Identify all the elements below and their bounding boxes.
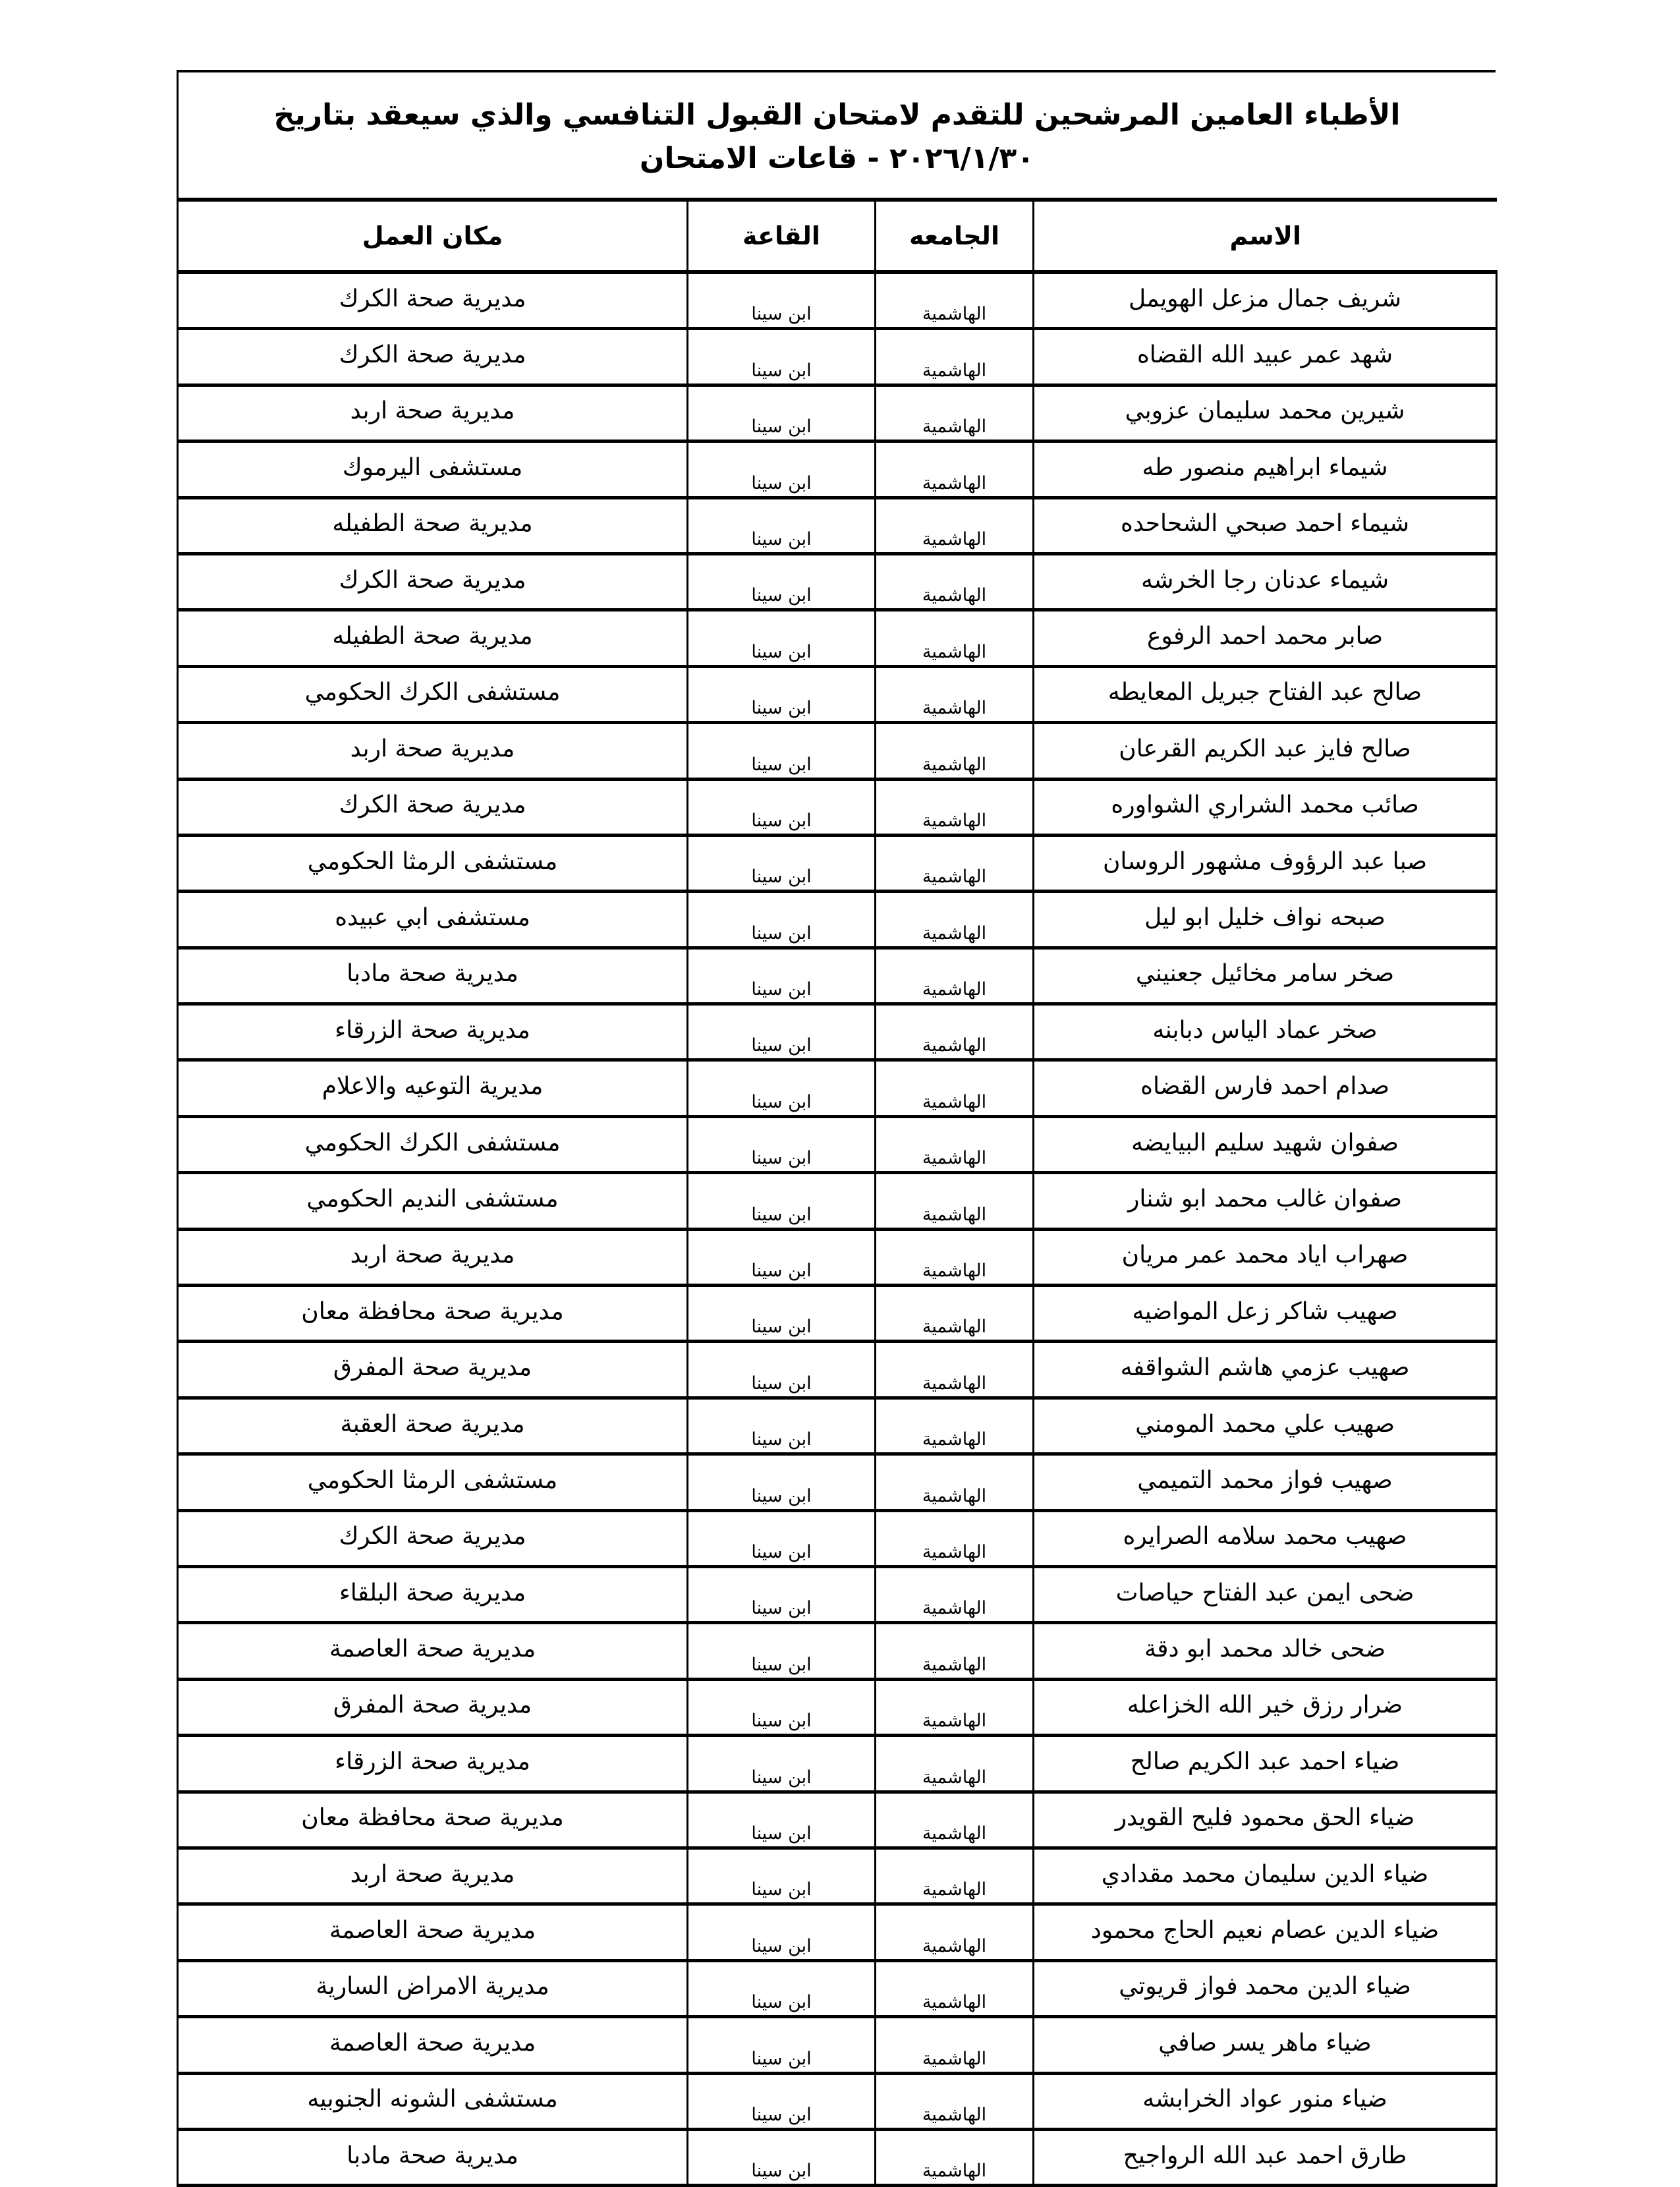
cell-name: صفوان غالب محمد ابو شنار (1034, 1173, 1497, 1229)
cell-university: الهاشمية (876, 1286, 1034, 1342)
cell-workplace: مديرية صحة العاصمة (178, 1904, 688, 1960)
table-row (178, 948, 1497, 1004)
cell-university: الهاشمية (876, 1173, 1034, 1229)
table-row (178, 272, 1497, 329)
cell-university: الهاشمية (876, 1116, 1034, 1172)
cell-workplace: مستشفى الرمثا الحكومي (178, 835, 688, 891)
cell-university: الهاشمية (876, 329, 1034, 385)
cell-hall: ابن سينا (688, 723, 876, 779)
cell-hall: ابن سينا (688, 1004, 876, 1060)
cell-name: ضياء الحق محمود فليح القويدر (1034, 1792, 1497, 1848)
cell-workplace: مستشفى النديم الحكومي (178, 1173, 688, 1229)
table-row (178, 1116, 1497, 1172)
table-row (178, 610, 1497, 666)
cell-name: ضياء منور عواد الخرابشه (1034, 2073, 1497, 2129)
cell-name: شيماء ابراهيم منصور طه (1034, 441, 1497, 497)
cell-university: الهاشمية (876, 1848, 1034, 1904)
cell-university: الهاشمية (876, 1566, 1034, 1622)
table-row (178, 1566, 1497, 1622)
cell-hall: ابن سينا (688, 1454, 876, 1510)
table-row (178, 1510, 1497, 1566)
cell-workplace: مستشفى اليرموك (178, 441, 688, 497)
cell-workplace: مديرية صحة الطفيله (178, 610, 688, 666)
cell-workplace: مستشفى الكرك الحكومي (178, 666, 688, 722)
table-row (178, 666, 1497, 722)
cell-hall: ابن سينا (688, 1229, 876, 1285)
cell-workplace: مديرية صحة الكرك (178, 272, 688, 329)
cell-university: الهاشمية (876, 2017, 1034, 2073)
table-row (178, 1848, 1497, 1904)
cell-hall: ابن سينا (688, 1904, 876, 1960)
cell-hall: ابن سينا (688, 948, 876, 1004)
cell-hall: ابن سينا (688, 1116, 876, 1172)
cell-name: ضحى ايمن عبد الفتاح حياصات (1034, 1566, 1497, 1622)
cell-university: الهاشمية (876, 948, 1034, 1004)
table-body (178, 272, 1497, 2186)
cell-hall: ابن سينا (688, 892, 876, 948)
cell-hall: ابن سينا (688, 1286, 876, 1342)
cell-hall: ابن سينا (688, 1060, 876, 1116)
table-row (178, 1960, 1497, 2016)
cell-name: صهراب اياد محمد عمر مريان (1034, 1229, 1497, 1285)
cell-hall: ابن سينا (688, 441, 876, 497)
cell-name: ضياء ماهر يسر صافي (1034, 2017, 1497, 2073)
table-row (178, 1342, 1497, 1398)
cell-university: الهاشمية (876, 497, 1034, 554)
cell-hall: ابن سينا (688, 272, 876, 329)
candidates-table (177, 198, 1498, 2187)
cell-university: الهاشمية (876, 1004, 1034, 1060)
cell-hall: ابن سينا (688, 2129, 876, 2185)
cell-name: صبا عبد الرؤوف مشهور الروسان (1034, 835, 1497, 891)
cell-university: الهاشمية (876, 2073, 1034, 2129)
cell-hall: ابن سينا (688, 2017, 876, 2073)
cell-workplace: مستشفى الشونه الجنوبيه (178, 2073, 688, 2129)
table-row (178, 1679, 1497, 1735)
cell-hall: ابن سينا (688, 1566, 876, 1622)
cell-university: الهاشمية (876, 1623, 1034, 1679)
cell-workplace: مديرية التوعيه والاعلام (178, 1060, 688, 1116)
table-row (178, 2073, 1497, 2129)
cell-university: الهاشمية (876, 1398, 1034, 1454)
table-row (178, 441, 1497, 497)
table-row (178, 1454, 1497, 1510)
cell-workplace: مديرية صحة الكرك (178, 554, 688, 610)
cell-workplace: مديرية صحة الزرقاء (178, 1004, 688, 1060)
cell-name: صخر سامر مخائيل جعنيني (1034, 948, 1497, 1004)
cell-workplace: مديرية صحة مادبا (178, 948, 688, 1004)
cell-workplace: مديرية صحة الكرك (178, 1510, 688, 1566)
cell-hall: ابن سينا (688, 554, 876, 610)
table-row (178, 497, 1497, 554)
cell-name: صهيب شاكر زعل المواضيه (1034, 1286, 1497, 1342)
cell-hall: ابن سينا (688, 329, 876, 385)
cell-workplace: مديرية صحة محافظة معان (178, 1792, 688, 1848)
cell-workplace: مديرية صحة المفرق (178, 1679, 688, 1735)
cell-workplace: مديرية صحة البلقاء (178, 1566, 688, 1622)
cell-workplace: مديرية صحة الزرقاء (178, 1736, 688, 1792)
table-row (178, 1004, 1497, 1060)
cell-university: الهاشمية (876, 1229, 1034, 1285)
table-row (178, 779, 1497, 835)
cell-hall: ابن سينا (688, 1848, 876, 1904)
header-workplace: مكان العمل (178, 200, 688, 272)
cell-university: الهاشمية (876, 1960, 1034, 2016)
cell-hall: ابن سينا (688, 1679, 876, 1735)
cell-name: طارق احمد عبد الله الرواجيح (1034, 2129, 1497, 2185)
cell-name: شيماء عدنان رجا الخرشه (1034, 554, 1497, 610)
cell-university: الهاشمية (876, 1060, 1034, 1116)
cell-university: الهاشمية (876, 666, 1034, 722)
cell-university: الهاشمية (876, 1736, 1034, 1792)
cell-university: الهاشمية (876, 272, 1034, 329)
header-hall: القاعة (688, 200, 876, 272)
cell-name: ضرار رزق خير الله الخزاعله (1034, 1679, 1497, 1735)
cell-name: ضياء الدين محمد فواز قريوتي (1034, 1960, 1497, 2016)
cell-name: صخر عماد الياس دبابنه (1034, 1004, 1497, 1060)
cell-name: صائب محمد الشراري الشواوره (1034, 779, 1497, 835)
cell-university: الهاشمية (876, 723, 1034, 779)
document-title: الأطباء العامين المرشحين للتقدم لامتحان القبول التنافسي والذي سيعقد بتاريخ ٢٠٢٦/١/٣٠ - قاعات الامتحان (177, 70, 1496, 198)
cell-name: شيرين محمد سليمان عزوبي (1034, 385, 1497, 441)
table-row (178, 1623, 1497, 1679)
table-row (178, 1398, 1497, 1454)
cell-name: صهيب علي محمد المومني (1034, 1398, 1497, 1454)
cell-university: الهاشمية (876, 2129, 1034, 2185)
cell-hall: ابن سينا (688, 2073, 876, 2129)
cell-university: الهاشمية (876, 835, 1034, 891)
table-row (178, 892, 1497, 948)
cell-name: صدام احمد فارس القضاه (1034, 1060, 1497, 1116)
table-row (178, 385, 1497, 441)
cell-workplace: مديرية صحة اربد (178, 385, 688, 441)
cell-name: ضياء الدين عصام نعيم الحاج محمود (1034, 1904, 1497, 1960)
cell-hall: ابن سينا (688, 385, 876, 441)
cell-name: صفوان شهيد سليم البيايضه (1034, 1116, 1497, 1172)
candidates-table-container (177, 70, 1496, 2187)
table-row (178, 723, 1497, 779)
cell-hall: ابن سينا (688, 497, 876, 554)
cell-workplace: مديرية صحة اربد (178, 1229, 688, 1285)
cell-workplace: مديرية صحة الكرك (178, 779, 688, 835)
table-row (178, 1173, 1497, 1229)
cell-name: صابر محمد احمد الرفوع (1034, 610, 1497, 666)
cell-workplace: مديرية صحة العاصمة (178, 2017, 688, 2073)
cell-name: ضحى خالد محمد ابو دقة (1034, 1623, 1497, 1679)
cell-name: صبحه نواف خليل ابو ليل (1034, 892, 1497, 948)
table-row (178, 1229, 1497, 1285)
header-name: الاسم (1034, 200, 1497, 272)
table-row (178, 554, 1497, 610)
cell-workplace: مستشفى الكرك الحكومي (178, 1116, 688, 1172)
cell-hall: ابن سينا (688, 1623, 876, 1679)
cell-workplace: مديرية صحة محافظة معان (178, 1286, 688, 1342)
cell-university: الهاشمية (876, 1342, 1034, 1398)
cell-workplace: مديرية صحة مادبا (178, 2129, 688, 2185)
cell-hall: ابن سينا (688, 835, 876, 891)
table-row (178, 2129, 1497, 2185)
cell-university: الهاشمية (876, 610, 1034, 666)
cell-hall: ابن سينا (688, 1342, 876, 1398)
cell-hall: ابن سينا (688, 779, 876, 835)
cell-name: صهيب عزمي هاشم الشواقفه (1034, 1342, 1497, 1398)
cell-name: شهد عمر عبيد الله القضاه (1034, 329, 1497, 385)
cell-workplace: مستشفى ابي عبيده (178, 892, 688, 948)
cell-workplace: مديرية صحة العاصمة (178, 1623, 688, 1679)
cell-university: الهاشمية (876, 1510, 1034, 1566)
header-university: الجامعه (876, 200, 1034, 272)
cell-hall: ابن سينا (688, 666, 876, 722)
cell-hall: ابن سينا (688, 1960, 876, 2016)
table-row (178, 1060, 1497, 1116)
table-row (178, 2017, 1497, 2073)
cell-university: الهاشمية (876, 1454, 1034, 1510)
table-row (178, 329, 1497, 385)
table-row (178, 1736, 1497, 1792)
table-row (178, 835, 1497, 891)
cell-hall: ابن سينا (688, 1398, 876, 1454)
cell-name: ضياء احمد عبد الكريم صالح (1034, 1736, 1497, 1792)
cell-name: صالح فايز عبد الكريم القرعان (1034, 723, 1497, 779)
cell-university: الهاشمية (876, 385, 1034, 441)
cell-name: صهيب فواز محمد التميمي (1034, 1454, 1497, 1510)
cell-hall: ابن سينا (688, 1510, 876, 1566)
cell-university: الهاشمية (876, 779, 1034, 835)
table-row (178, 1286, 1497, 1342)
cell-university: الهاشمية (876, 554, 1034, 610)
cell-university: الهاشمية (876, 1792, 1034, 1848)
cell-name: صالح عبد الفتاح جبريل المعايطه (1034, 666, 1497, 722)
cell-name: صهيب محمد سلامه الصرايره (1034, 1510, 1497, 1566)
cell-name: شيماء احمد صبحي الشحاحده (1034, 497, 1497, 554)
table-row (178, 1904, 1497, 1960)
cell-workplace: مديرية صحة اربد (178, 1848, 688, 1904)
cell-workplace: مديرية صحة الطفيله (178, 497, 688, 554)
cell-name: ضياء الدين سليمان محمد مقدادي (1034, 1848, 1497, 1904)
cell-university: الهاشمية (876, 441, 1034, 497)
cell-hall: ابن سينا (688, 1736, 876, 1792)
cell-hall: ابن سينا (688, 1173, 876, 1229)
cell-workplace: مديرية صحة اربد (178, 723, 688, 779)
table-header-row (178, 200, 1497, 272)
cell-workplace: مديرية صحة المفرق (178, 1342, 688, 1398)
cell-workplace: مديرية الامراض السارية (178, 1960, 688, 2016)
cell-name: شريف جمال مزعل الهويمل (1034, 272, 1497, 329)
cell-workplace: مديرية صحة العقبة (178, 1398, 688, 1454)
cell-university: الهاشمية (876, 1904, 1034, 1960)
cell-university: الهاشمية (876, 892, 1034, 948)
cell-workplace: مديرية صحة الكرك (178, 329, 688, 385)
cell-workplace: مستشفى الرمثا الحكومي (178, 1454, 688, 1510)
table-row (178, 1792, 1497, 1848)
cell-university: الهاشمية (876, 1679, 1034, 1735)
cell-hall: ابن سينا (688, 610, 876, 666)
cell-hall: ابن سينا (688, 1792, 876, 1848)
